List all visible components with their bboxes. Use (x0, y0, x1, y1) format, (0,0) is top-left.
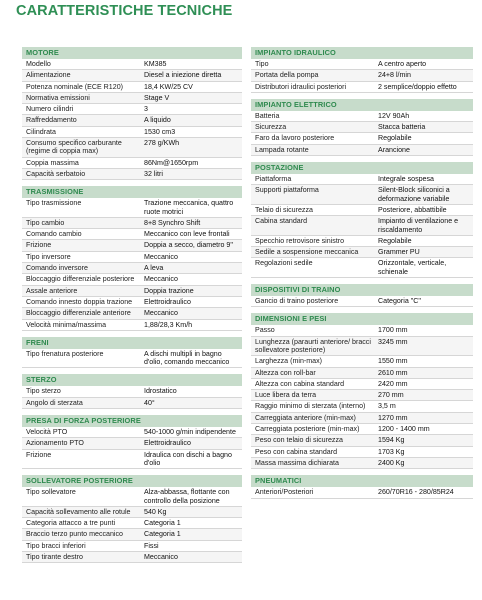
spec-row (22, 308, 242, 319)
spec-value: 18,4 KW/25 CV (144, 82, 193, 91)
spec-value: Regolabile (378, 134, 412, 143)
spec-row (251, 111, 473, 122)
spec-label: Coppia massima (26, 158, 79, 167)
spec-row (251, 325, 473, 336)
spec-row (22, 450, 242, 470)
page-title: CARATTERISTICHE TECNICHE (16, 3, 233, 19)
spec-row (22, 115, 242, 126)
spec-value: Categoria "C" (378, 297, 421, 306)
section-heading: MOTORE (22, 47, 242, 59)
section-sterzo (22, 374, 242, 409)
spec-row (251, 82, 473, 93)
spec-label: Frizione (26, 450, 52, 459)
spec-row (22, 229, 242, 240)
spec-label: Cilindrata (26, 127, 56, 136)
spec-value: 270 mm (378, 391, 404, 400)
spec-value: Posteriore, abbattibile (378, 205, 447, 214)
spec-row (22, 427, 242, 438)
spec-value: Meccanico (144, 309, 178, 318)
spec-label: Tipo (255, 60, 269, 68)
section-heading: PNEUMATICI (251, 475, 473, 487)
section-impianto-elettrico (251, 99, 473, 156)
spec-row (22, 169, 242, 180)
spec-row (22, 438, 242, 449)
spec-label: Cabina standard (255, 217, 308, 226)
spec-value: Idrostatico (144, 387, 177, 396)
spec-row (22, 93, 242, 104)
spec-value: Categoria 1 (144, 530, 181, 539)
spec-row (22, 252, 242, 263)
spec-row (251, 185, 473, 205)
spec-value: 1,88/28,3 Km/h (144, 320, 193, 329)
spec-row (251, 122, 473, 133)
spec-value: A dischi multipli in bagno d'olio, comando meccanico (144, 349, 230, 367)
spec-row (251, 59, 473, 70)
spec-row (251, 337, 473, 357)
spec-label: Supporti piattaforma (255, 186, 319, 195)
spec-value: 86Nm@1650rpm (144, 158, 199, 167)
spec-row (22, 158, 242, 169)
spec-value: 1700 mm (378, 326, 408, 335)
spec-value: 24+8 l/min (378, 71, 411, 80)
spec-label: Sicurezza (255, 123, 287, 132)
spec-table (251, 325, 473, 469)
spec-label: Velocità PTO (26, 428, 68, 437)
spec-label: Lunghezza (paraurti anteriore/ bracci sollevatore posteriore) (255, 337, 371, 354)
spec-label: Specchio retrovisore sinistro (255, 236, 345, 245)
spec-value: 1594 Kg (378, 436, 405, 445)
spec-row (22, 59, 242, 70)
spec-row (251, 236, 473, 247)
spec-value: Meccanico con leve frontali (144, 230, 230, 239)
section-presa-di-forza-posteriore (22, 415, 242, 469)
spec-label: Consumo specifico carburante (regime di coppia max) (26, 139, 122, 156)
spec-value: Doppia a secco, diametro 9" (144, 241, 233, 250)
spec-row (22, 529, 242, 540)
spec-label: Tipo cambio (26, 218, 65, 227)
spec-label: Tipo inversore (26, 252, 71, 261)
spec-row (22, 263, 242, 274)
spec-row (251, 133, 473, 144)
spec-row (22, 518, 242, 529)
spec-value: 2400 Kg (378, 458, 405, 467)
spec-label: Luce libera da terra (255, 391, 317, 400)
spec-label: Normativa emissioni (26, 93, 90, 102)
spec-row (251, 401, 473, 412)
spec-value: 3,5 m (378, 402, 396, 411)
spec-table (22, 386, 242, 409)
spec-value: 12V 90Ah (378, 111, 410, 120)
spec-row (22, 507, 242, 518)
spec-value: Trazione meccanica, quattro ruote motrici (144, 199, 234, 216)
spec-table (251, 296, 473, 307)
spec-row (251, 296, 473, 307)
spec-value: 40° (144, 398, 155, 407)
spec-row (22, 349, 242, 369)
spec-label: Altezza con roll-bar (255, 368, 316, 377)
spec-row (251, 216, 473, 236)
spec-label: Tipo sollevatore (26, 488, 76, 497)
spec-value: 3 (144, 105, 148, 114)
spec-label: Assale anteriore (26, 286, 78, 295)
spec-label: Tipo sterzo (26, 387, 61, 396)
spec-row (22, 320, 242, 331)
spec-value: 8+8 Synchro Shift (144, 218, 201, 227)
spec-table (251, 174, 473, 278)
spec-value: Grammer PU (378, 248, 420, 257)
right-column (251, 47, 473, 505)
spec-row (22, 218, 242, 229)
spec-row (22, 286, 242, 297)
spec-row (251, 379, 473, 390)
spec-row (251, 413, 473, 424)
spec-label: Telaio di sicurezza (255, 205, 313, 214)
spec-table (22, 59, 242, 180)
spec-label: Categoria attacco a tre punti (26, 519, 116, 528)
spec-row (251, 458, 473, 469)
spec-row (251, 356, 473, 367)
section-trasmissione (22, 186, 242, 331)
section-heading: DISPOSITIVI DI TRAINO (251, 284, 473, 296)
spec-value: Idraulica con dischi a bagno d'olio (144, 450, 232, 467)
spec-label: Passo (255, 326, 275, 335)
spec-label: Tipo bracci inferiori (26, 541, 86, 550)
spec-row (22, 104, 242, 115)
section-heading: IMPIANTO ELETTRICO (251, 99, 473, 111)
spec-value: Arancione (378, 145, 410, 154)
spec-table (22, 427, 242, 469)
spec-label: Anteriori/Posteriori (255, 488, 314, 497)
spec-label: Capacità sollevamento alle rotule (26, 507, 131, 516)
spec-row (22, 198, 242, 218)
spec-label: Bloccaggio differenziale posteriore (26, 275, 135, 284)
spec-value: 1530 cm3 (144, 127, 176, 136)
spec-value: Stacca batteria (378, 123, 426, 132)
spec-value: 2610 mm (378, 368, 408, 377)
spec-row (22, 138, 242, 158)
section-heading: STERZO (22, 374, 242, 386)
section-heading: SOLLEVATORE POSTERIORE (22, 475, 242, 487)
spec-row (22, 398, 242, 409)
spec-value: Meccanico (144, 252, 178, 261)
spec-row (22, 297, 242, 308)
section-heading: FRENI (22, 337, 242, 349)
spec-label: Batteria (255, 111, 280, 120)
spec-label: Numero cilindri (26, 105, 74, 114)
spec-label: Azionamento PTO (26, 439, 84, 448)
section-heading: POSTAZIONE (251, 162, 473, 174)
section-heading: IMPIANTO IDRAULICO (251, 47, 473, 59)
spec-table (22, 198, 242, 331)
spec-value: 1550 mm (378, 357, 408, 366)
spec-label: Capacità serbatoio (26, 169, 86, 178)
spec-label: Gancio di traino posteriore (255, 297, 339, 306)
spec-label: Potenza nominale (ECE R120) (26, 82, 123, 91)
spec-value: Diesel a iniezione diretta (144, 71, 222, 80)
spec-value: 1270 mm (378, 413, 408, 422)
spec-row (22, 70, 242, 81)
section-impianto-idraulico (251, 47, 473, 93)
spec-label: Altezza con cabina standard (255, 379, 345, 388)
spec-value: Regolabile (378, 236, 412, 245)
spec-label: Carreggiata posteriore (min-max) (255, 425, 360, 434)
spec-value: 540 Kg (144, 507, 167, 516)
section-heading: TRASMISSIONE (22, 186, 242, 198)
section-dimensioni-e-pesi (251, 313, 473, 469)
spec-label: Comando innesto doppia trazione (26, 297, 133, 306)
spec-value: 2 semplice/doppio effetto (378, 82, 457, 91)
spec-label: Braccio terzo punto meccanico (26, 530, 123, 539)
spec-row (22, 127, 242, 138)
section-heading: PRESA DI FORZA POSTERIORE (22, 415, 242, 427)
spec-value: Doppia trazione (144, 286, 194, 295)
spec-row (22, 274, 242, 285)
spec-row (251, 174, 473, 185)
spec-row (22, 240, 242, 251)
spec-table (22, 349, 242, 369)
spec-row (22, 541, 242, 552)
spec-label: Raggio minimo di sterzata (interno) (255, 402, 366, 411)
spec-value: 3245 mm (378, 337, 408, 346)
spec-row (251, 487, 473, 498)
spec-value: Fissi (144, 541, 159, 550)
spec-table (251, 59, 473, 93)
spec-value: Elettroidraulico (144, 297, 191, 306)
spec-row (22, 552, 242, 563)
spec-value: 540-1000 g/min indipendente (144, 428, 236, 437)
spec-value: Impianto di ventilazione e riscaldamento (378, 217, 459, 234)
spec-value: Elettroidraulico (144, 439, 191, 448)
spec-value: Meccanico (144, 552, 178, 561)
spec-value: 1703 Kg (378, 447, 405, 456)
section-heading: DIMENSIONI E PESI (251, 313, 473, 325)
spec-row (251, 247, 473, 258)
spec-value: Alza-abbassa, flottante con controllo della posizione (144, 488, 230, 505)
spec-value: A liquido (144, 116, 171, 125)
spec-label: Faro da lavoro posteriore (255, 134, 335, 143)
spec-label: Raffreddamento (26, 116, 77, 125)
spec-label: Larghezza (min-max) (255, 357, 323, 366)
spec-row (251, 145, 473, 156)
spec-value: A leva (144, 264, 164, 273)
left-column (22, 47, 242, 569)
spec-label: Tipo frenatura posteriore (26, 349, 104, 358)
spec-label: Angolo di sterzata (26, 398, 83, 407)
spec-row (251, 205, 473, 216)
spec-row (251, 258, 473, 278)
spec-row (251, 368, 473, 379)
spec-label: Peso con cabina standard (255, 447, 338, 456)
spec-value: Orizzontale, verticale, schienale (378, 259, 447, 276)
spec-row (251, 424, 473, 435)
spec-label: Velocità minima/massima (26, 320, 107, 329)
spec-value: Integrale sospesa (378, 175, 434, 184)
spec-row (22, 386, 242, 397)
spec-value: 278 g/KWh (144, 139, 180, 148)
spec-value: Categoria 1 (144, 519, 181, 528)
spec-value: Stage V (144, 93, 170, 102)
spec-row (251, 447, 473, 458)
spec-value: Silent-Block siliconici a deformazione variabile (378, 186, 450, 203)
section-motore (22, 47, 242, 180)
spec-label: Comando inversore (26, 264, 88, 273)
spec-label: Lampada rotante (255, 145, 309, 154)
spec-row (251, 435, 473, 446)
spec-label: Comando cambio (26, 230, 82, 239)
spec-value: 2420 mm (378, 379, 408, 388)
section-postazione (251, 162, 473, 278)
spec-label: Peso con telaio di sicurezza (255, 436, 343, 445)
spec-row (251, 390, 473, 401)
section-pneumatici (251, 475, 473, 498)
spec-label: Frizione (26, 241, 52, 250)
spec-table (251, 111, 473, 156)
spec-label: Regolazioni sedile (255, 259, 313, 268)
spec-row (22, 487, 242, 507)
spec-label: Piattaforma (255, 175, 292, 184)
spec-label: Carreggiata anteriore (min-max) (255, 413, 356, 422)
spec-value: 32 litri (144, 169, 163, 178)
spec-label: Tipo trasmissione (26, 199, 82, 208)
spec-row (22, 82, 242, 93)
spec-value: 1200 - 1400 mm (378, 425, 430, 434)
spec-label: Tipo tirante destro (26, 552, 83, 561)
section-freni (22, 337, 242, 369)
spec-label: Distributori idraulici posteriori (255, 82, 347, 91)
spec-table (22, 487, 242, 563)
section-sollevatore-posteriore (22, 475, 242, 563)
spec-value: A centro aperto (378, 60, 427, 68)
spec-label: Bloccaggio differenziale anteriore (26, 309, 131, 318)
spec-row (251, 70, 473, 81)
spec-label: Sedile a sospensione meccanica (255, 248, 359, 257)
spec-table (251, 487, 473, 498)
spec-value: Meccanico (144, 275, 178, 284)
spec-value: KM385 (144, 60, 167, 68)
spec-label: Portata della pompa (255, 71, 319, 80)
spec-label: Modello (26, 60, 51, 68)
spec-value: 260/70R16 - 280/85R24 (378, 488, 454, 497)
spec-label: Alimentazione (26, 71, 71, 80)
spec-label: Massa massima dichiarata (255, 458, 339, 467)
section-dispositivi-di-traino (251, 284, 473, 307)
